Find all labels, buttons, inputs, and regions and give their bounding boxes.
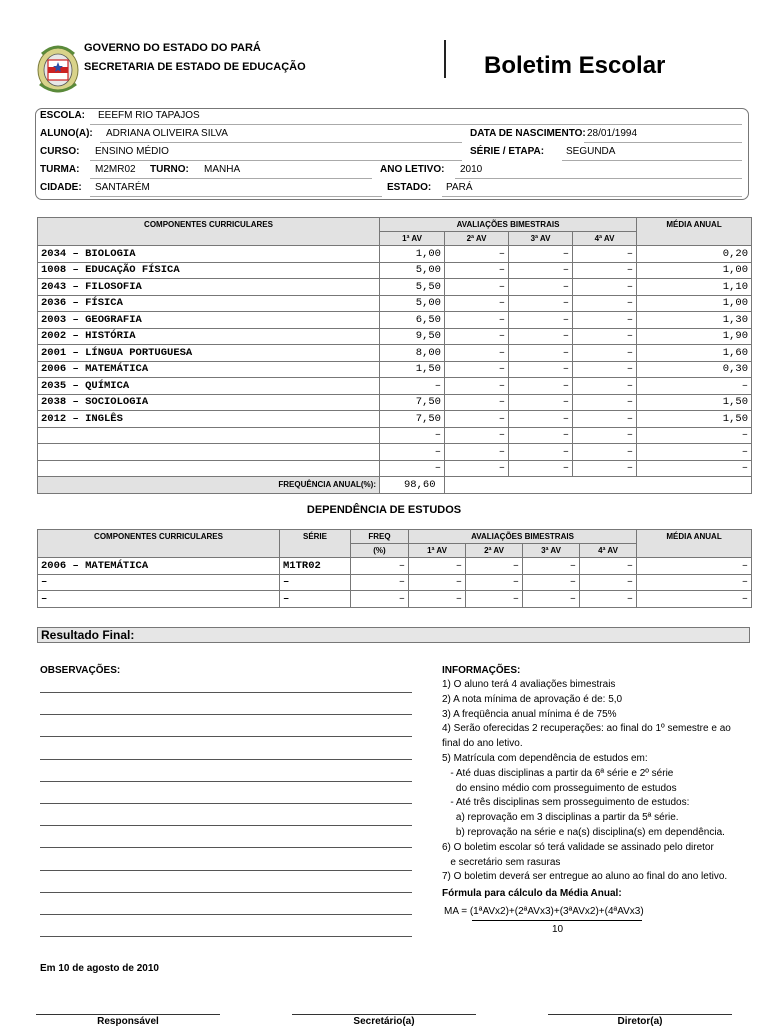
components-header: COMPONENTES CURRICULARES bbox=[38, 218, 380, 246]
av1-cell: 7,50 bbox=[380, 411, 445, 428]
table-row bbox=[38, 312, 752, 329]
av3-cell: – bbox=[509, 328, 573, 345]
signature-label-diretor: Diretor(a) bbox=[617, 1016, 663, 1027]
av1-cell: 1,00 bbox=[380, 246, 445, 263]
av2-cell: – bbox=[445, 246, 509, 263]
state-seal-icon bbox=[36, 40, 80, 96]
av3-cell: – bbox=[509, 460, 573, 477]
dep-av3-cell: – bbox=[523, 574, 580, 591]
informacoes-title: INFORMAÇÕES: bbox=[442, 665, 521, 676]
table-row bbox=[38, 262, 752, 279]
dep-av3-cell: – bbox=[523, 558, 580, 575]
dep-av4-cell: – bbox=[580, 574, 637, 591]
dep-subject-cell: 2006 – MATEMÁTICA bbox=[38, 558, 280, 575]
av2-header: 2ª AV bbox=[445, 232, 509, 246]
av2-cell: – bbox=[445, 262, 509, 279]
nascimento-value: 28/01/1994 bbox=[587, 128, 638, 139]
av3-cell: – bbox=[509, 378, 573, 395]
nascimento-underline bbox=[584, 142, 742, 143]
media-cell: 0,30 bbox=[637, 361, 752, 378]
av2-cell: – bbox=[445, 345, 509, 362]
dep-av4-header: 4ª AV bbox=[580, 544, 637, 558]
media-cell: – bbox=[637, 378, 752, 395]
serie-label: SÉRIE / ETAPA: bbox=[470, 146, 545, 157]
nascimento-label: DATA DE NASCIMENTO: bbox=[470, 128, 586, 139]
table-row bbox=[38, 295, 752, 312]
observation-line bbox=[40, 736, 412, 737]
info-line: 2) A nota mínima de aprovação é de: 5,0 bbox=[442, 693, 623, 705]
table-row bbox=[38, 591, 752, 608]
issue-date: Em 10 de agosto de 2010 bbox=[40, 963, 159, 974]
cidade-value: SANTARÉM bbox=[95, 182, 150, 193]
av2-cell: – bbox=[445, 361, 509, 378]
escola-label: ESCOLA: bbox=[40, 110, 85, 121]
dep-serie-cell: – bbox=[280, 574, 351, 591]
av2-cell: – bbox=[445, 279, 509, 296]
av2-cell: – bbox=[445, 427, 509, 444]
serie-underline bbox=[562, 160, 742, 161]
dep-serie-cell: – bbox=[280, 591, 351, 608]
av2-cell: – bbox=[445, 378, 509, 395]
media-cell: 1,50 bbox=[637, 394, 752, 411]
av4-cell: – bbox=[573, 328, 637, 345]
av3-cell: – bbox=[509, 444, 573, 461]
media-cell: – bbox=[637, 444, 752, 461]
escola-underline bbox=[90, 124, 742, 125]
aluno-underline bbox=[100, 142, 462, 143]
media-cell: 0,20 bbox=[637, 246, 752, 263]
av3-cell: – bbox=[509, 246, 573, 263]
av4-cell: – bbox=[573, 361, 637, 378]
turma-underline bbox=[90, 178, 372, 179]
av4-cell: – bbox=[573, 312, 637, 329]
table-row bbox=[38, 328, 752, 345]
ano-letivo-value: 2010 bbox=[460, 164, 483, 175]
subject-cell: 2001 – LÍNGUA PORTUGUESA bbox=[38, 345, 380, 362]
dep-av2-cell: – bbox=[466, 558, 523, 575]
formula-denominator: 10 bbox=[552, 924, 564, 935]
table-row bbox=[38, 394, 752, 411]
av3-cell: – bbox=[509, 312, 573, 329]
observation-line bbox=[40, 803, 412, 804]
table-row bbox=[38, 378, 752, 395]
av2-cell: – bbox=[445, 460, 509, 477]
resultado-final: Resultado Final: bbox=[37, 627, 750, 643]
av3-cell: – bbox=[509, 345, 573, 362]
av3-cell: – bbox=[509, 427, 573, 444]
media-cell: 1,00 bbox=[637, 295, 752, 312]
media-cell: 1,60 bbox=[637, 345, 752, 362]
av3-cell: – bbox=[509, 295, 573, 312]
observation-line bbox=[40, 914, 412, 915]
table-row bbox=[38, 411, 752, 428]
media-cell: 1,00 bbox=[637, 262, 752, 279]
bimestrais-header: AVALIAÇÕES BIMESTRAIS bbox=[380, 218, 637, 232]
aluno-label: ALUNO(A): bbox=[40, 128, 93, 139]
secretariat-name: SECRETARIA DE ESTADO DE EDUCAÇÃO bbox=[84, 61, 306, 73]
media-cell: 1,50 bbox=[637, 411, 752, 428]
av1-cell: – bbox=[380, 460, 445, 477]
dep-media-header: MÉDIA ANUAL bbox=[637, 530, 752, 558]
media-header: MÉDIA ANUAL bbox=[637, 218, 752, 246]
subject-cell: 2034 – BIOLOGIA bbox=[38, 246, 380, 263]
table-row bbox=[38, 460, 752, 477]
dep-freq-cell: – bbox=[351, 591, 409, 608]
table-row bbox=[38, 558, 752, 575]
info-line: e secretário sem rasuras bbox=[442, 856, 561, 868]
av4-cell: – bbox=[573, 246, 637, 263]
av4-cell: – bbox=[573, 378, 637, 395]
subject-cell bbox=[38, 427, 380, 444]
av2-cell: – bbox=[445, 444, 509, 461]
av1-cell: 9,50 bbox=[380, 328, 445, 345]
info-line: do ensino médio com prosseguimento de estudos bbox=[442, 782, 677, 794]
formula-title: Fórmula para cálculo da Média Anual: bbox=[442, 888, 622, 899]
ano-letivo-underline bbox=[455, 178, 742, 179]
av4-cell: – bbox=[573, 262, 637, 279]
table-row bbox=[38, 279, 752, 296]
av1-cell: 7,50 bbox=[380, 394, 445, 411]
av1-header: 1ª AV bbox=[380, 232, 445, 246]
frequency-filler bbox=[445, 477, 752, 494]
dep-av2-cell: – bbox=[466, 574, 523, 591]
document-title: Boletim Escolar bbox=[484, 52, 666, 79]
info-line: a) reprovação em 3 disciplinas a partir da 5ª série. bbox=[442, 812, 679, 824]
signature-line-diretor bbox=[548, 1014, 732, 1015]
media-cell: – bbox=[637, 427, 752, 444]
subject-cell bbox=[38, 444, 380, 461]
frequency-value: 98,60 bbox=[380, 477, 445, 494]
dep-serie-header: SÉRIE bbox=[280, 530, 351, 558]
media-cell: 1,30 bbox=[637, 312, 752, 329]
dependencia-table bbox=[37, 529, 752, 608]
info-line: 7) O boletim deverá ser entregue ao aluno ao final do ano letivo. bbox=[442, 871, 728, 883]
av1-cell: 5,00 bbox=[380, 295, 445, 312]
observation-line bbox=[40, 781, 412, 782]
av4-cell: – bbox=[573, 345, 637, 362]
escola-value: EEEFM RIO TAPAJOS bbox=[98, 110, 200, 121]
table-row bbox=[38, 427, 752, 444]
grades-table bbox=[37, 217, 752, 494]
dep-media-cell: – bbox=[637, 558, 752, 575]
dependencia-title: DEPENDÊNCIA DE ESTUDOS bbox=[306, 504, 462, 516]
subject-cell: 2006 – MATEMÁTICA bbox=[38, 361, 380, 378]
info-line: 4) Serão oferecidas 2 recuperações: ao final do 1º semestre e ao bbox=[442, 723, 731, 735]
av2-cell: – bbox=[445, 411, 509, 428]
av1-cell: 8,00 bbox=[380, 345, 445, 362]
turno-value: MANHA bbox=[204, 164, 241, 175]
info-line: - Até duas disciplinas a partir da 6ª série e 2º série bbox=[442, 767, 674, 779]
signature-label-secretario: Secretário(a) bbox=[353, 1016, 415, 1027]
av3-cell: – bbox=[509, 361, 573, 378]
estado-underline bbox=[442, 196, 742, 197]
subject-cell: 2035 – QUÍMICA bbox=[38, 378, 380, 395]
dep-components-header: COMPONENTES CURRICULARES bbox=[38, 530, 280, 558]
dep-av1-header: 1ª AV bbox=[409, 544, 466, 558]
table-row bbox=[38, 361, 752, 378]
dep-subject-cell: – bbox=[38, 574, 280, 591]
av1-cell: 1,50 bbox=[380, 361, 445, 378]
observation-line bbox=[40, 692, 412, 693]
info-line: 5) Matrícula com dependência de estudos em: bbox=[442, 753, 648, 764]
av1-cell: 5,00 bbox=[380, 262, 445, 279]
signature-line-responsavel bbox=[36, 1014, 220, 1015]
turma-value: M2MR02 bbox=[95, 164, 136, 175]
av3-cell: – bbox=[509, 394, 573, 411]
turno-label: TURNO: bbox=[150, 164, 189, 175]
av2-cell: – bbox=[445, 312, 509, 329]
dep-av3-header: 3ª AV bbox=[523, 544, 580, 558]
av3-cell: – bbox=[509, 262, 573, 279]
dep-serie-cell: M1TR02 bbox=[280, 558, 351, 575]
media-cell: – bbox=[637, 460, 752, 477]
formula-numerator: MA = (1ªAVx2)+(2ªAVx3)+(3ªAVx2)+(4ªAVx3) bbox=[444, 906, 644, 917]
signature-label-responsavel: Responsável bbox=[97, 1016, 159, 1027]
dep-av4-cell: – bbox=[580, 591, 637, 608]
government-name: GOVERNO DO ESTADO DO PARÁ bbox=[84, 42, 261, 54]
av4-cell: – bbox=[573, 460, 637, 477]
subject-cell: 2043 – FILOSOFIA bbox=[38, 279, 380, 296]
ano-letivo-label: ANO LETIVO: bbox=[380, 164, 445, 175]
dep-media-cell: – bbox=[637, 591, 752, 608]
dep-av2-cell: – bbox=[466, 591, 523, 608]
av1-cell: – bbox=[380, 427, 445, 444]
av1-cell: 6,50 bbox=[380, 312, 445, 329]
table-row bbox=[38, 246, 752, 263]
av1-cell: – bbox=[380, 444, 445, 461]
av1-cell: 5,50 bbox=[380, 279, 445, 296]
dep-media-cell: – bbox=[637, 574, 752, 591]
av4-cell: – bbox=[573, 411, 637, 428]
observation-line bbox=[40, 825, 412, 826]
dep-av1-cell: – bbox=[409, 574, 466, 591]
formula-fraction-bar bbox=[472, 920, 642, 921]
estado-value: PARÁ bbox=[446, 182, 473, 193]
info-line: final do ano letivo. bbox=[442, 738, 523, 750]
observation-line bbox=[40, 714, 412, 715]
dep-freq-unit: (%) bbox=[351, 544, 409, 558]
table-row bbox=[38, 444, 752, 461]
observation-line bbox=[40, 759, 412, 760]
observation-line bbox=[40, 892, 412, 893]
av4-cell: – bbox=[573, 444, 637, 461]
subject-cell: 2012 – INGLÊS bbox=[38, 411, 380, 428]
cidade-label: CIDADE: bbox=[40, 182, 82, 193]
dep-av4-cell: – bbox=[580, 558, 637, 575]
av2-cell: – bbox=[445, 328, 509, 345]
table-row bbox=[38, 574, 752, 591]
dep-av2-header: 2ª AV bbox=[466, 544, 523, 558]
dep-freq-cell: – bbox=[351, 574, 409, 591]
dep-av1-cell: – bbox=[409, 558, 466, 575]
av4-cell: – bbox=[573, 394, 637, 411]
curso-underline bbox=[90, 160, 462, 161]
curso-label: CURSO: bbox=[40, 146, 80, 157]
observation-line bbox=[40, 870, 412, 871]
av1-cell: – bbox=[380, 378, 445, 395]
serie-value: SEGUNDA bbox=[566, 146, 616, 157]
subject-cell bbox=[38, 460, 380, 477]
av3-header: 3ª AV bbox=[509, 232, 573, 246]
curso-value: ENSINO MÉDIO bbox=[95, 146, 169, 157]
av2-cell: – bbox=[445, 394, 509, 411]
turma-label: TURMA: bbox=[40, 164, 80, 175]
signature-line-secretario bbox=[292, 1014, 476, 1015]
av4-header: 4ª AV bbox=[573, 232, 637, 246]
subject-cell: 2003 – GEOGRAFIA bbox=[38, 312, 380, 329]
aluno-value: ADRIANA OLIVEIRA SILVA bbox=[106, 128, 228, 139]
info-line: - Até três disciplinas sem prosseguimento de estudos: bbox=[442, 797, 690, 809]
dep-bimestrais-header: AVALIAÇÕES BIMESTRAIS bbox=[409, 530, 637, 544]
av2-cell: – bbox=[445, 295, 509, 312]
media-cell: 1,10 bbox=[637, 279, 752, 296]
subject-cell: 2038 – SOCIOLOGIA bbox=[38, 394, 380, 411]
info-line: b) reprovação na série e na(s) disciplina(s) em dependência. bbox=[442, 827, 725, 838]
av3-cell: – bbox=[509, 411, 573, 428]
dep-freq-cell: – bbox=[351, 558, 409, 575]
header-divider bbox=[444, 40, 446, 78]
av3-cell: – bbox=[509, 279, 573, 296]
media-cell: 1,90 bbox=[637, 328, 752, 345]
cidade-underline bbox=[90, 196, 382, 197]
subject-cell: 2036 – FÍSICA bbox=[38, 295, 380, 312]
estado-label: ESTADO: bbox=[387, 182, 432, 193]
table-row bbox=[38, 345, 752, 362]
subject-cell: 1008 – EDUCAÇÃO FÍSICA bbox=[38, 262, 380, 279]
info-line: 3) A freqüência anual mínima é de 75% bbox=[442, 708, 617, 720]
dep-subject-cell: – bbox=[38, 591, 280, 608]
observacoes-title: OBSERVAÇÕES: bbox=[40, 665, 121, 676]
info-line: 6) O boletim escolar só terá validade se assinado pelo diretor bbox=[442, 841, 714, 853]
dep-av1-cell: – bbox=[409, 591, 466, 608]
dep-freq-header: FREQ bbox=[351, 530, 409, 544]
frequency-label: FREQUÊNCIA ANUAL(%): bbox=[38, 477, 380, 494]
av4-cell: – bbox=[573, 295, 637, 312]
subject-cell: 2002 – HISTÓRIA bbox=[38, 328, 380, 345]
av4-cell: – bbox=[573, 427, 637, 444]
av4-cell: – bbox=[573, 279, 637, 296]
observation-line bbox=[40, 847, 412, 848]
observation-line bbox=[40, 936, 412, 937]
dep-av3-cell: – bbox=[523, 591, 580, 608]
info-line: 1) O aluno terá 4 avaliações bimestrais bbox=[442, 679, 616, 690]
